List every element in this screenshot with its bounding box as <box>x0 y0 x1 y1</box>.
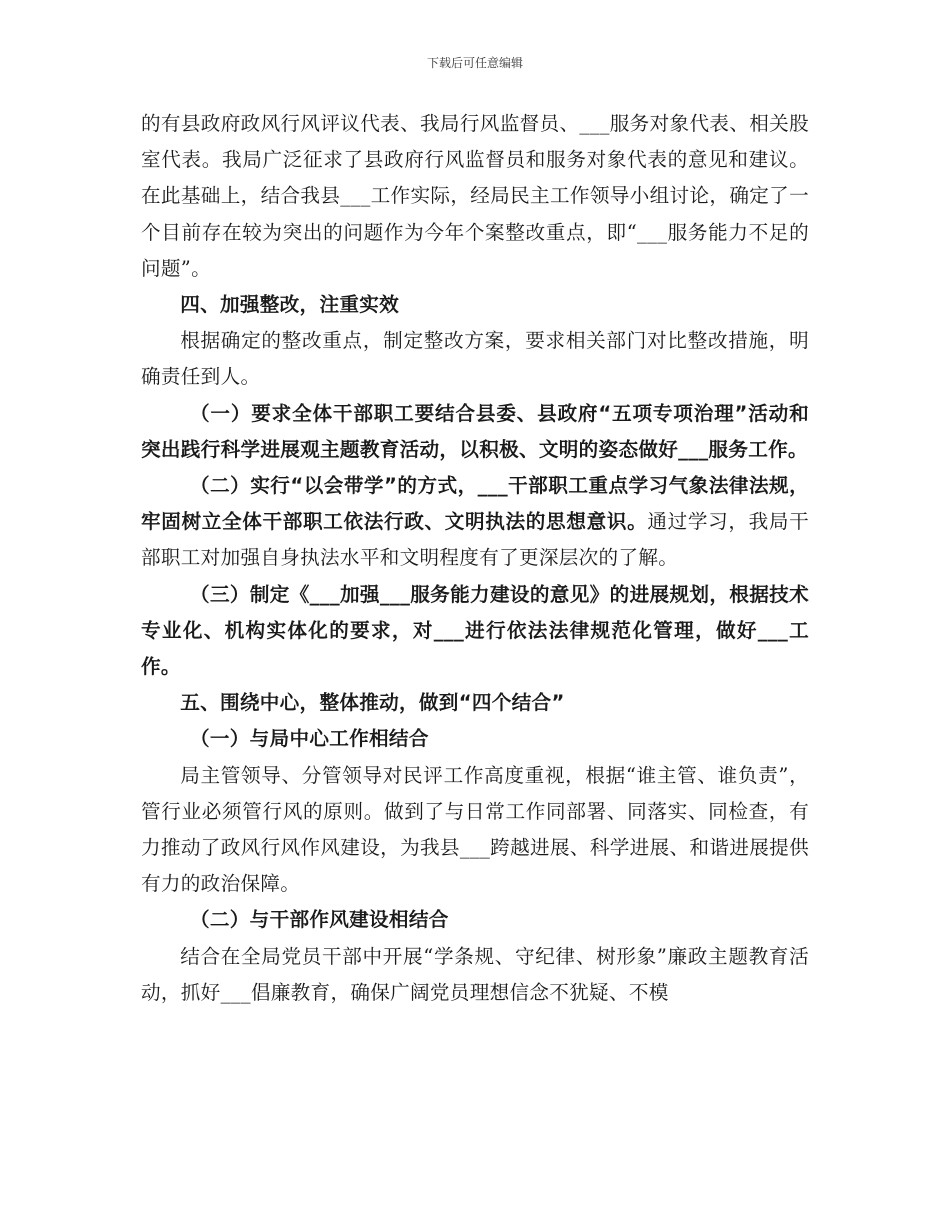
paragraph-rectification-plan: 根据确定的整改重点，制定整改方案，要求相关部门对比整改措施，明确责任到人。 <box>141 329 809 389</box>
item-2-study <box>141 468 809 577</box>
subheading-5-1: （一）与局中心工作相结合 <box>190 727 429 751</box>
subheading-5-2: （二）与干部作风建设相结合 <box>190 908 449 932</box>
paragraph-education: 结合在全局党员干部中开展“学条规、守纪律、树形象”廉政主题教育活动，抓好___倡廉教育，确保广阔党员理想信念不犹疑、不模 <box>141 944 809 1004</box>
item-2-normal-text: 通过学习，我局干部职工对加强自身执法水平和文明程度有了更深层次的了解。 <box>141 510 809 570</box>
section-heading-4: 四、加强整改，注重实效 <box>180 293 400 317</box>
item-2-bold-text: （二）实行“以会带学”的方式，___干部职工重点学习气象法律法规，牢固树立全体干部职工依法行政、文明执法的思想意识。 <box>141 474 809 534</box>
item-1-requirement: （一）要求全体干部职工要结合县委、县政府“五项专项治理”活动和突出践行科学进展观主题教育活动，以积极、文明的姿态做好___服务工作。 <box>141 401 809 461</box>
item-3-plan: （三）制定《___加强___服务能力建设的意见》的进展规划，根据技术专业化、机构实体化的要求，对___进行依法法律规范化管理，做好___工作。 <box>141 582 809 679</box>
section-heading-5: 五、围绕中心，整体推动，做到“四个结合” <box>180 691 565 715</box>
document-body <box>141 106 809 1011</box>
page-header: 下载后可任意编辑 <box>426 56 523 70</box>
paragraph-continuation: 的有县政府政风行风评议代表、我局行风监督员、___服务对象代表、相关股室代表。我局广泛征求了县政府行风监督员和服务对象代表的意见和建议。在此基础上，结合我县___工作实际，经局民主工作领导小组讨论，确定了一个目前存在较为突出的问题作为今年个案整改重点，即“___服务能力不足的问题”。 <box>141 112 809 280</box>
paragraph-leadership: 局主管领导、分管领导对民评工作高度重视，根据“谁主管、谁负责”，管行业必须管行风的原则。做到了与日常工作同部署、同落实、同检查，有力推动了政风行风作风建设，为我县___跨越进展、科学进展、和谐进展提供有力的政治保障。 <box>141 763 809 896</box>
